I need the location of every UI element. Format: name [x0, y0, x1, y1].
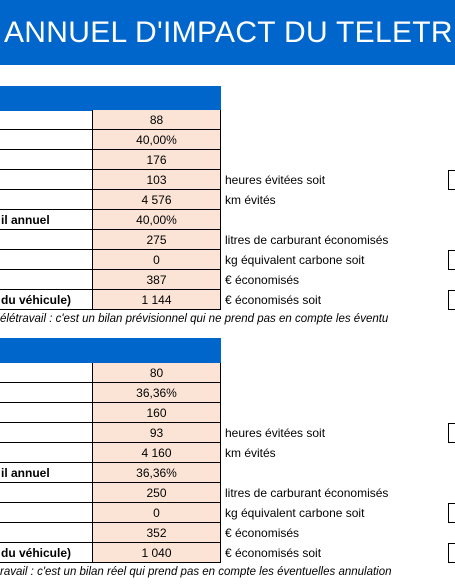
table-row [0, 210, 455, 230]
value-cell[interactable]: 40,00% [93, 210, 221, 230]
table-row [0, 503, 455, 523]
value-cell[interactable]: 275 [93, 230, 221, 250]
unit-label: litres de carburant économisés [225, 233, 389, 247]
value-cell[interactable]: 93 [93, 423, 221, 443]
table-row [0, 290, 455, 310]
result-cell[interactable] [448, 503, 455, 523]
value-cell[interactable]: 0 [93, 503, 221, 523]
row-label[interactable] [0, 483, 93, 503]
value-cell[interactable]: 387 [93, 270, 221, 290]
section-2-note: ravail : c'est un bilan réel qui prend pas en compte les éventuelles annulation [0, 566, 392, 578]
unit-label: litres de carburant économisés [225, 486, 389, 500]
value-cell[interactable]: 160 [93, 403, 221, 423]
result-cell[interactable] [448, 543, 455, 563]
section-2-header [0, 338, 221, 363]
table-row [0, 270, 455, 290]
table-row [0, 250, 455, 270]
table-row [0, 363, 455, 383]
value-cell[interactable]: 352 [93, 523, 221, 543]
row-label[interactable] [0, 130, 93, 150]
row-label[interactable]: il annuel [0, 210, 93, 230]
table-row [0, 130, 455, 150]
table-row [0, 383, 455, 403]
value-cell[interactable]: 4 576 [93, 190, 221, 210]
value-cell[interactable]: 0 [93, 250, 221, 270]
row-label[interactable] [0, 250, 93, 270]
row-label[interactable] [0, 363, 93, 383]
row-label[interactable]: il annuel [0, 463, 93, 483]
row-label[interactable] [0, 110, 93, 130]
unit-label: kg équivalent carbone soit [225, 253, 365, 267]
value-cell[interactable]: 36,36% [93, 463, 221, 483]
value-cell[interactable]: 103 [93, 170, 221, 190]
unit-label: € économisés soit [225, 546, 322, 560]
row-label[interactable] [0, 423, 93, 443]
row-label[interactable] [0, 403, 93, 423]
row-label[interactable] [0, 170, 93, 190]
page-title: ANNUEL D'IMPACT DU TELETR [0, 0, 455, 65]
value-cell[interactable]: 80 [93, 363, 221, 383]
value-cell[interactable]: 4 160 [93, 443, 221, 463]
row-label[interactable] [0, 443, 93, 463]
unit-label: km évités [225, 446, 276, 460]
value-cell[interactable]: 250 [93, 483, 221, 503]
value-cell[interactable]: 1 144 [93, 290, 221, 310]
result-cell[interactable] [448, 170, 455, 190]
row-label[interactable] [0, 270, 93, 290]
value-cell[interactable]: 1 040 [93, 543, 221, 563]
table-row [0, 543, 455, 563]
row-label[interactable] [0, 383, 93, 403]
unit-label: € économisés [225, 273, 300, 287]
unit-label: kg équivalent carbone soit [225, 506, 365, 520]
row-label[interactable] [0, 190, 93, 210]
unit-label: km évités [225, 193, 276, 207]
section-1-header [0, 86, 221, 111]
table-row [0, 443, 455, 463]
result-cell[interactable] [448, 290, 455, 310]
row-label[interactable]: du véhicule) [0, 543, 93, 563]
row-label[interactable] [0, 503, 93, 523]
table-row [0, 110, 455, 130]
value-cell[interactable]: 36,36% [93, 383, 221, 403]
table-row [0, 170, 455, 190]
unit-label: heures évitées soit [225, 173, 326, 187]
table-row [0, 230, 455, 250]
table-row [0, 463, 455, 483]
result-cell[interactable] [448, 250, 455, 270]
table-row [0, 483, 455, 503]
row-label[interactable] [0, 523, 93, 543]
unit-label: € économisés soit [225, 293, 322, 307]
table-row [0, 523, 455, 543]
table-row [0, 423, 455, 443]
result-cell[interactable] [448, 423, 455, 443]
row-label[interactable] [0, 230, 93, 250]
row-label[interactable] [0, 150, 93, 170]
section-1-note: élétravail : c'est un bilan prévisionnel qui ne prend pas en compte les éventu [0, 313, 389, 325]
row-label[interactable]: du véhicule) [0, 290, 93, 310]
value-cell[interactable]: 40,00% [93, 130, 221, 150]
table-row [0, 403, 455, 423]
unit-label: € économisés [225, 526, 300, 540]
unit-label: heures évitées soit [225, 426, 326, 440]
value-cell[interactable]: 176 [93, 150, 221, 170]
table-row [0, 190, 455, 210]
value-cell[interactable]: 88 [93, 110, 221, 130]
table-row [0, 150, 455, 170]
